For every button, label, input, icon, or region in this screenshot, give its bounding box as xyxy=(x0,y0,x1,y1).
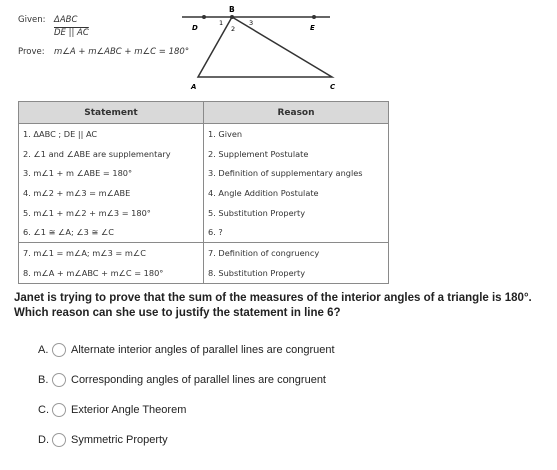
reason-cell: 1. Given xyxy=(204,124,389,144)
table-row xyxy=(19,163,389,183)
reason-cell: 5. Substitution Property xyxy=(204,203,389,223)
choice-letter: A. xyxy=(38,344,49,356)
statement-cell: 2. ∠1 and ∠ABE are supplementary xyxy=(19,144,204,164)
proof-table xyxy=(18,101,389,284)
label-d: D xyxy=(192,24,198,32)
choice-text: Symmetric Property xyxy=(71,434,168,446)
reason-cell: 3. Definition of supplementary angles xyxy=(204,163,389,183)
question-text: Janet is trying to prove that the sum of the measures of the interior angles of a triangle is 180°. Which reason can she use to justify the statement in line 6? xyxy=(14,292,532,319)
statement-cell: 1. ΔABC ; DE || AC xyxy=(19,124,204,144)
reason-header: Reason xyxy=(204,102,389,124)
prove-block xyxy=(18,47,189,57)
angle-2-label: 2 xyxy=(231,25,236,33)
choice-letter: B. xyxy=(38,374,49,386)
label-c: C xyxy=(330,83,336,91)
table-row xyxy=(19,203,389,223)
reason-cell: 4. Angle Addition Postulate xyxy=(204,183,389,203)
table-row xyxy=(19,183,389,203)
table-row xyxy=(19,222,389,242)
statement-cell: 5. m∠1 + m∠2 + m∠3 = 180° xyxy=(19,203,204,223)
table-row xyxy=(19,243,389,263)
choice-text: Exterior Angle Theorem xyxy=(71,404,187,416)
reason-cell: 8. Substitution Property xyxy=(204,263,389,283)
angle-3-label: 3 xyxy=(249,19,254,27)
choice-letter: D. xyxy=(38,434,49,446)
choice-a[interactable] xyxy=(38,341,335,359)
given-parallel: DE || AC xyxy=(54,28,89,38)
radio-button[interactable] xyxy=(52,373,66,387)
table-row xyxy=(19,144,389,164)
choice-text: Corresponding angles of parallel lines are congruent xyxy=(71,374,326,386)
statement-header: Statement xyxy=(19,102,204,124)
table-header-row xyxy=(19,102,389,124)
table-row xyxy=(19,124,389,144)
choice-letter: C. xyxy=(38,404,49,416)
reason-cell: 2. Supplement Postulate xyxy=(204,144,389,164)
choice-c[interactable] xyxy=(38,401,186,419)
given-label: Given: xyxy=(18,15,46,25)
given-triangle: ΔABC xyxy=(54,15,78,25)
angle-1-label: 1 xyxy=(219,19,224,27)
label-e: E xyxy=(310,24,315,32)
given-block xyxy=(18,14,89,40)
choice-b[interactable] xyxy=(38,371,326,389)
statement-cell: 3. m∠1 + m ∠ABE = 180° xyxy=(19,163,204,183)
radio-button[interactable] xyxy=(52,343,66,357)
statement-cell: 8. m∠A + m∠ABC + m∠C = 180° xyxy=(19,263,204,283)
radio-button[interactable] xyxy=(52,433,66,447)
choice-text: Alternate interior angles of parallel lines are congruent xyxy=(71,344,335,356)
label-b: B xyxy=(229,5,235,14)
point-d xyxy=(202,15,206,19)
choice-d[interactable] xyxy=(38,431,168,449)
triangle-figure xyxy=(170,0,390,95)
prove-statement: m∠A + m∠ABC + m∠C = 180° xyxy=(54,47,190,57)
table-row xyxy=(19,263,389,283)
radio-button[interactable] xyxy=(52,403,66,417)
statement-cell: 6. ∠1 ≅ ∠A; ∠3 ≅ ∠C xyxy=(19,222,204,242)
prove-label: Prove: xyxy=(18,47,45,57)
label-a: A xyxy=(191,83,197,91)
reason-cell: 6. ? xyxy=(204,222,389,242)
point-e xyxy=(312,15,316,19)
statement-cell: 4. m∠2 + m∠3 = m∠ABE xyxy=(19,183,204,203)
reason-cell: 7. Definition of congruency xyxy=(204,243,389,263)
statement-cell: 7. m∠1 = m∠A; m∠3 = m∠C xyxy=(19,243,204,263)
